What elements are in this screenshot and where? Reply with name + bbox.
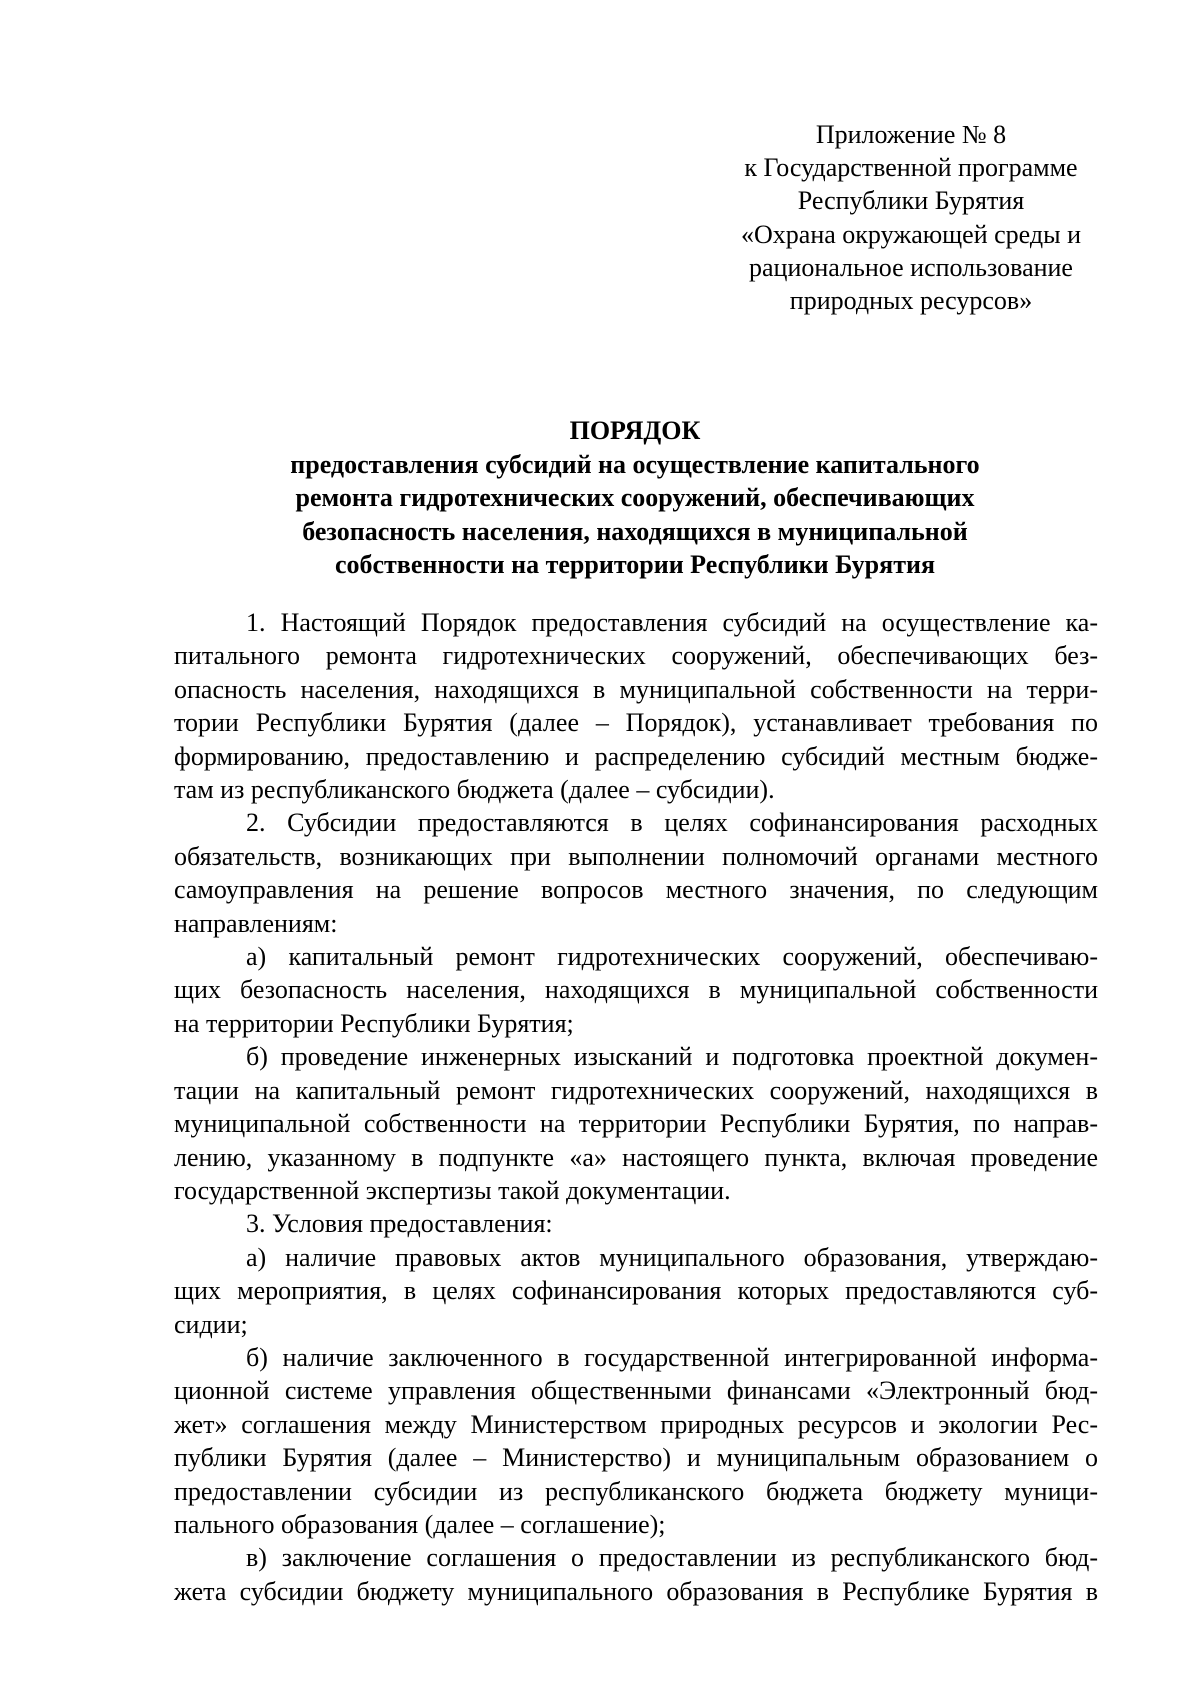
body-paragraph bbox=[174, 1541, 1098, 1608]
body-line: щих мероприятия, в целях софинансирования которых предоставляются суб- bbox=[174, 1276, 1098, 1306]
document-body bbox=[174, 606, 1098, 1608]
body-line: опасность населения, находящихся в муниципальной собственности на терри- bbox=[174, 674, 1098, 704]
body-line: ционной системе управления общественными финансами «Электронный бюд- bbox=[174, 1376, 1098, 1406]
annex-line: «Охрана окружающей среды и bbox=[741, 219, 1081, 249]
body-line: пального образования (далее – соглашение); bbox=[174, 1509, 666, 1539]
body-line: обязательств, возникающих при выполнении полномочий органами местного bbox=[174, 841, 1098, 871]
body-line: тации на капитальный ремонт гидротехнических сооружений, находящихся в bbox=[174, 1075, 1098, 1105]
body-paragraph bbox=[174, 606, 1098, 806]
body-line: в) заключение соглашения о предоставлении из республиканского бюд- bbox=[246, 1543, 1098, 1573]
body-line: государственной экспертизы такой документации. bbox=[174, 1175, 731, 1205]
body-line: 3. Условия предоставления: bbox=[246, 1209, 553, 1239]
body-line: там из республиканского бюджета (далее – субсидии). bbox=[174, 775, 775, 805]
body-line: жет» соглашения между Министерством природных ресурсов и экологии Рес- bbox=[174, 1409, 1098, 1439]
title-line: безопасность населения, находящихся в муниципальной bbox=[302, 516, 968, 546]
document-title bbox=[175, 414, 1095, 582]
body-line: питального ремонта гидротехнических сооружений, обеспечивающих без- bbox=[174, 641, 1098, 671]
annex-line: Республики Бурятия bbox=[797, 186, 1025, 216]
body-line: жета субсидии бюджету муниципального образования в Республике Бурятия в bbox=[174, 1576, 1098, 1606]
body-paragraph bbox=[174, 1341, 1098, 1541]
body-line: а) капитальный ремонт гидротехнических сооружений, обеспечиваю- bbox=[246, 942, 1098, 972]
body-line: формированию, предоставлению и распределению субсидий местным бюдже- bbox=[174, 741, 1098, 771]
body-paragraph bbox=[174, 1040, 1098, 1207]
body-line: лению, указанному в подпункте «а» настоящего пункта, включая проведение bbox=[174, 1142, 1098, 1172]
body-line: направлениям: bbox=[174, 908, 338, 938]
body-line: 1. Настоящий Порядок предоставления субсидий на осуществление ка- bbox=[246, 608, 1098, 637]
body-paragraph bbox=[174, 940, 1098, 1040]
body-line: б) наличие заключенного в государственной интегрированной информа- bbox=[246, 1342, 1098, 1372]
body-line: щих безопасность населения, находящихся в муниципальной собственности bbox=[174, 975, 1098, 1005]
body-line: предоставлении субсидии из республиканского бюджета бюджету муници- bbox=[174, 1476, 1098, 1506]
title-line: ремонта гидротехнических сооружений, обеспечивающих bbox=[295, 483, 975, 513]
annex-block bbox=[690, 118, 1132, 317]
annex-line: к Государственной программе bbox=[744, 153, 1078, 183]
body-line: муниципальной собственности на территории Республики Бурятия, по направ- bbox=[174, 1109, 1098, 1139]
title-heading: ПОРЯДОК bbox=[569, 416, 701, 445]
body-line: 2. Субсидии предоставляются в целях софинансирования расходных bbox=[246, 808, 1098, 838]
body-line: самоуправления на решение вопросов местного значения, по следующим bbox=[174, 875, 1098, 905]
body-line: сидии; bbox=[174, 1309, 248, 1339]
body-line: б) проведение инженерных изысканий и подготовка проектной докумен- bbox=[246, 1042, 1098, 1072]
annex-line: Приложение № 8 bbox=[815, 120, 1007, 149]
title-line: предоставления субсидий на осуществление капитального bbox=[290, 449, 980, 479]
body-paragraph bbox=[174, 1241, 1098, 1341]
body-line: тории Республики Бурятия (далее – Порядок), устанавливает требования по bbox=[174, 708, 1098, 738]
body-line: публики Бурятия (далее – Министерство) и муниципальным образованием о bbox=[174, 1443, 1098, 1473]
annex-line: рациональное использование bbox=[749, 252, 1073, 282]
body-paragraph bbox=[174, 1207, 1098, 1240]
body-paragraph bbox=[174, 806, 1098, 940]
title-line: собственности на территории Республики Бурятия bbox=[334, 550, 936, 580]
annex-line: природных ресурсов» bbox=[789, 286, 1033, 316]
body-line: а) наличие правовых актов муниципального образования, утверждаю- bbox=[246, 1242, 1098, 1272]
body-line: на территории Республики Бурятия; bbox=[174, 1008, 574, 1038]
